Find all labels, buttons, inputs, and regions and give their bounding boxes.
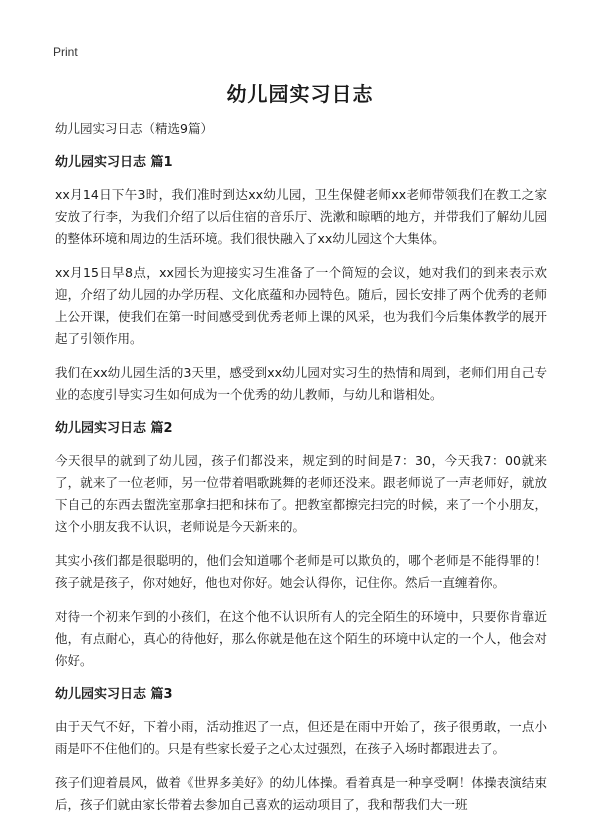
paragraph: 对待一个初来乍到的小孩们，在这个他不认识所有人的完全陌生的环境中，只要你肯靠近他，有点耐心，真心的待他好，那么你就是他在这个陌生的环境中认定的一个人，他会对你好。 <box>55 609 547 668</box>
paragraph: 其实小孩们都是很聪明的，他们会知道哪个老师是可以欺负的，哪个老师是不能得罪的！孩子就是孩子，你对她好，他也对你好。她会认得你，记住你。然后一直缠着你。 <box>55 553 547 590</box>
section-heading-1: 幼儿园实习日志 篇1 <box>55 155 173 170</box>
section-heading-2: 幼儿园实习日志 篇2 <box>55 421 173 436</box>
paragraph: 孩子们迎着晨风，做着《世界多美好》的幼儿体操。看着真是一种享受啊！体操表演结束后，孩子们就由家长带着去参加自己喜欢的运动项目了，我和帮我们大一班 <box>55 775 547 812</box>
paragraph: xx月14日下午3时，我们准时到达xx幼儿园，卫生保健老师xx老师带领我们在教工之家安放了行李，为我们介绍了以后住宿的音乐厅、洗漱和晾晒的地方，并带我们了解幼儿园的整体环境和周边的生活环境。我们很快融入了xx幼儿园这个大集体。 <box>55 187 547 246</box>
document-body <box>55 118 547 828</box>
document-subtitle: 幼儿园实习日志（精选9篇） <box>55 121 213 136</box>
paragraph: 由于天气不好，下着小雨，活动推迟了一点，但还是在雨中开始了，孩子很勇敢，一点小雨是吓不住他们的。只是有些家长爱子之心太过强烈，在孩子入场时都跟进去了。 <box>55 719 547 756</box>
paragraph: 我们在xx幼儿园生活的3天里，感受到xx幼儿园对实习生的热情和周到，老师们用自己专业的态度引导实习生如何成为一个优秀的幼儿教师，与幼儿和谐相处。 <box>55 365 547 402</box>
document-title: 幼儿园实习日志 <box>226 82 374 106</box>
print-link[interactable]: Print <box>53 45 78 59</box>
paragraph: 今天很早的就到了幼儿园，孩子们都没来，规定到的时间是7：30，今天我7：00就来了，就来了一位老师，另一位带着唱歌跳舞的老师还没来。跟老师说了一声老师好，就放下自己的东西去盥洗室那拿扫把和抹布了。把教室都擦完扫完的时候，来了一个小朋友，这个小朋友我不认识，老师说是今天新来的。 <box>55 453 547 534</box>
section-heading-3: 幼儿园实习日志 篇3 <box>55 687 173 702</box>
paragraph: xx月15日早8点，xx园长为迎接实习生准备了一个简短的会议，她对我们的到来表示欢迎，介绍了幼儿园的办学历程、文化底蕴和办园特色。随后，园长安排了两个优秀的老师上公开课，使我们在第一时间感受到优秀老师上课的风采，也为我们今后集体教学的展开起了引领作用。 <box>55 265 547 346</box>
